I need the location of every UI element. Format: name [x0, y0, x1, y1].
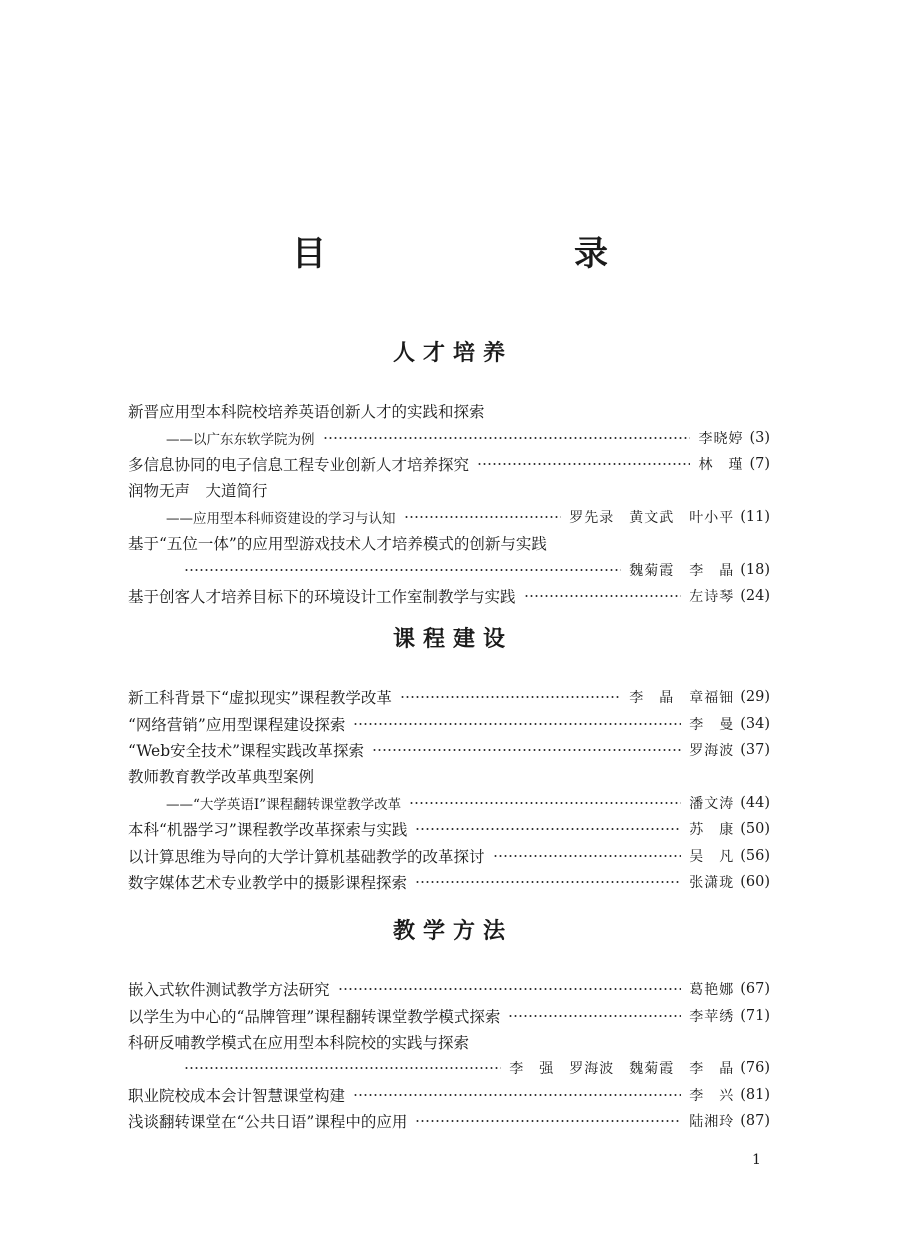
entry-authors: 林 瑾 [698, 456, 744, 473]
entry-title: 基于创客人才培养目标下的环境设计工作室制教学与实践 [128, 587, 516, 606]
entry-page-number: (18) [740, 561, 770, 578]
dot-leader [372, 749, 681, 751]
entry-authors: 陆湘玲 [689, 1114, 735, 1131]
entry-title: 以学生为中心的“品牌管理”课程翻转课堂教学模式探索 [128, 1007, 501, 1026]
entry-authors: 张潇珑 [689, 874, 735, 891]
entry-page-number: (76) [740, 1060, 770, 1077]
entry-page-number: (7) [749, 455, 770, 472]
dot-leader [524, 595, 682, 597]
entry-authors: 李苹绣 [689, 1008, 735, 1025]
entry-title: 新工科背景下“虚拟现实”课程教学改革 [128, 689, 392, 708]
toc-entry[interactable] [128, 869, 770, 895]
dot-leader [400, 696, 621, 698]
toc-section [128, 622, 770, 895]
entry-authors: 罗海波 [689, 742, 735, 759]
entry-authors: 苏 康 [689, 822, 735, 839]
page-title: 目 录 [292, 234, 668, 274]
entry-authors: 李 曼 [689, 716, 735, 733]
entry-title: 职业院校成本会计智慧课堂构建 [128, 1086, 346, 1105]
dot-leader [477, 463, 690, 465]
dot-leader [415, 828, 681, 830]
entry-authors: 李 兴 [689, 1087, 735, 1104]
entry-title: 教师教育教学改革典型案例 [128, 768, 315, 787]
dot-leader [323, 437, 691, 439]
dot-leader [404, 516, 562, 518]
entry-title: 以计算思维为导向的大学计算机基础教学的改革探讨 [128, 847, 485, 866]
dot-leader [338, 988, 682, 990]
section-heading: 教学方法 [392, 919, 513, 944]
toc-entry[interactable] [128, 790, 770, 816]
toc-entry[interactable] [128, 1055, 770, 1081]
dot-leader [415, 881, 681, 883]
toc-section [128, 336, 770, 609]
toc-entry[interactable] [128, 842, 770, 868]
dot-leader [184, 1067, 501, 1069]
toc-entry[interactable] [128, 583, 770, 609]
toc-entry[interactable] [128, 737, 770, 763]
entry-page-number: (81) [740, 1086, 770, 1103]
toc-entries [128, 976, 770, 1134]
entry-page-number: (71) [740, 1007, 770, 1024]
entry-page-number: (60) [740, 873, 770, 890]
dot-leader [409, 802, 681, 804]
entry-subtitle: ——“大学英语Ⅰ”课程翻转课堂教学改革 [166, 796, 402, 813]
dot-leader [508, 1015, 681, 1017]
toc-entries [128, 684, 770, 895]
section-heading: 人才培养 [392, 341, 513, 366]
entry-page-number: (3) [749, 429, 770, 446]
toc-entry[interactable] [128, 530, 770, 556]
entry-title: 基于“五位一体”的应用型游戏技术人才培养模式的创新与实践 [128, 535, 547, 554]
toc-entry[interactable] [128, 556, 770, 582]
toc-entry[interactable] [128, 424, 770, 450]
dot-leader [493, 855, 682, 857]
entry-title: 嵌入式软件测试教学方法研究 [128, 981, 330, 1000]
entry-title: 多信息协同的电子信息工程专业创新人才培养探究 [128, 455, 470, 474]
section-heading: 课程建设 [392, 627, 513, 652]
entry-title: 数字媒体艺术专业教学中的摄影课程探索 [128, 873, 408, 892]
entry-authors: 魏菊霞 李 晶 [629, 562, 735, 579]
toc-entry[interactable] [128, 477, 770, 503]
entry-authors: 李 晶 章福钿 [629, 690, 735, 707]
entry-authors: 李晓婷 [698, 430, 744, 447]
toc-entry[interactable] [128, 816, 770, 842]
toc-entry[interactable] [128, 976, 770, 1002]
entry-subtitle: ——应用型本科师资建设的学习与认知 [166, 510, 396, 527]
dot-leader [353, 1094, 681, 1096]
entry-title: “网络营销”应用型课程建设探索 [128, 715, 346, 734]
toc-entry[interactable] [128, 710, 770, 736]
entry-title: 本科“机器学习”课程教学改革探索与实践 [128, 821, 408, 840]
toc-entry[interactable] [128, 763, 770, 789]
entry-title: 科研反哺教学模式在应用型本科院校的实践与探索 [128, 1033, 470, 1052]
toc-entry[interactable] [128, 451, 770, 477]
entry-title: “Web安全技术”课程实践改革探索 [128, 741, 365, 760]
entry-page-number: (50) [740, 821, 770, 838]
toc-section [128, 914, 770, 1134]
toc-entry[interactable] [128, 1108, 770, 1134]
toc-entry[interactable] [128, 684, 770, 710]
entry-authors: 潘文涛 [689, 795, 735, 812]
entry-authors: 李 强 罗海波 魏菊霞 李 晶 [509, 1061, 735, 1078]
toc-entry[interactable] [128, 1002, 770, 1028]
entry-subtitle: ——以广东东软学院为例 [166, 431, 315, 448]
entry-page-number: (56) [740, 847, 770, 864]
dot-leader [415, 1120, 681, 1122]
dot-leader [353, 723, 681, 725]
entry-page-number: (11) [740, 508, 770, 525]
page-number: 1 [752, 1152, 761, 1168]
entry-page-number: (24) [740, 587, 770, 604]
entry-page-number: (44) [740, 794, 770, 811]
entry-page-number: (34) [740, 715, 770, 732]
entry-title: 新晋应用型本科院校培养英语创新人才的实践和探索 [128, 403, 485, 422]
entry-authors: 葛艳娜 [689, 982, 735, 999]
toc-entry[interactable] [128, 1082, 770, 1108]
toc-entry[interactable] [128, 1029, 770, 1055]
toc-entry[interactable] [128, 504, 770, 530]
entry-authors: 左诗琴 [689, 588, 735, 605]
dot-leader [184, 569, 621, 571]
entry-page-number: (67) [740, 981, 770, 998]
entry-page-number: (29) [740, 689, 770, 706]
entry-authors: 吴 凡 [689, 848, 735, 865]
toc-entry[interactable] [128, 398, 770, 424]
entry-page-number: (87) [740, 1113, 770, 1130]
entry-title: 润物无声 大道简行 [128, 482, 268, 501]
toc-entries [128, 398, 770, 609]
entry-title: 浅谈翻转课堂在“公共日语”课程中的应用 [128, 1113, 408, 1132]
entry-authors: 罗先录 黄文武 叶小平 [569, 509, 735, 526]
entry-page-number: (37) [740, 741, 770, 758]
